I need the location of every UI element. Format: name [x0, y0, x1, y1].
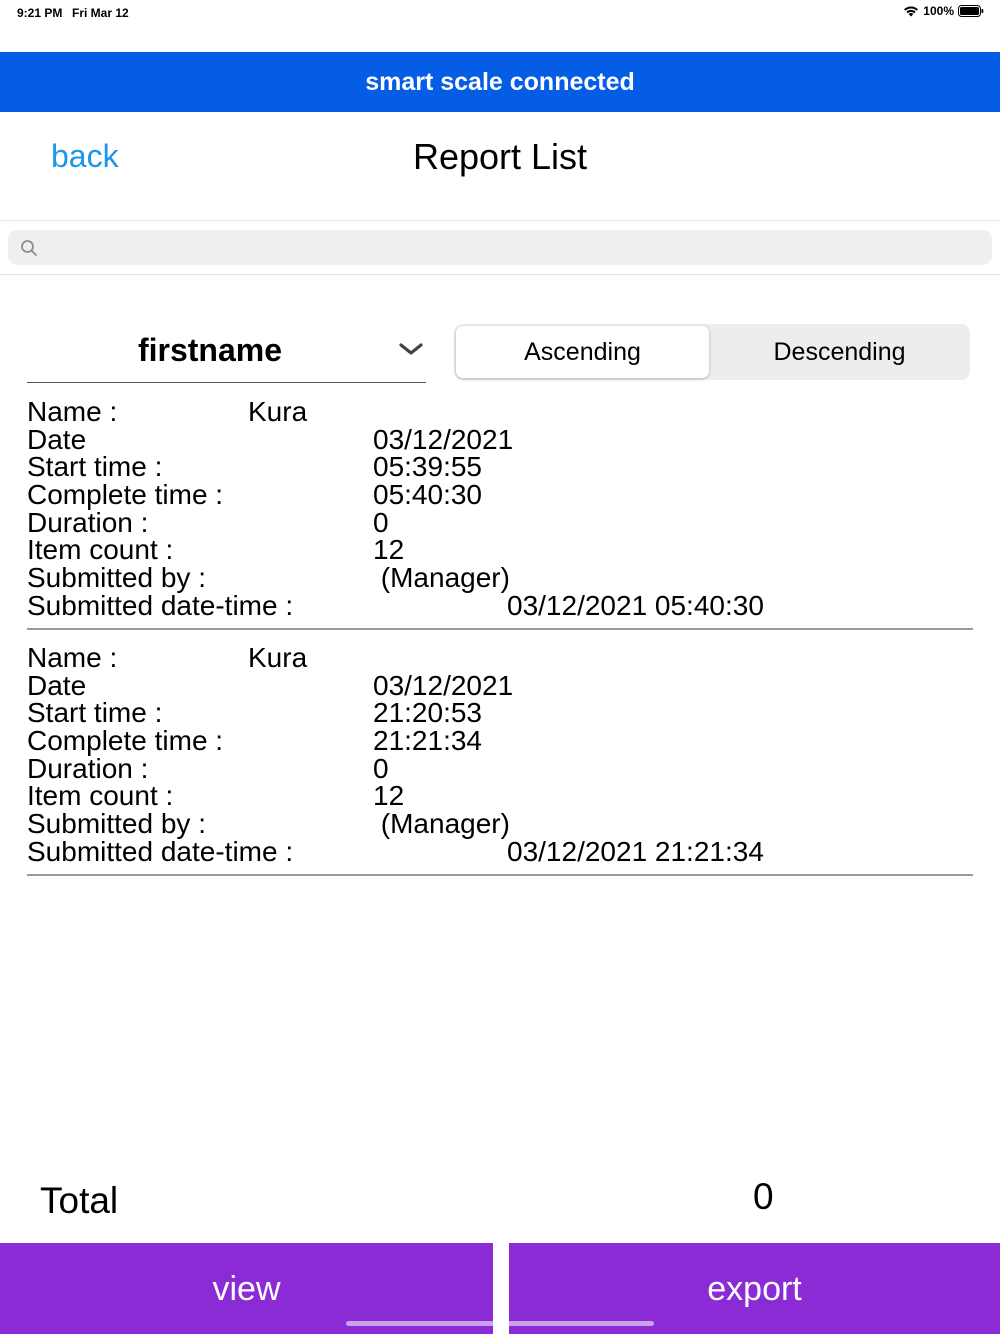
search-icon: [20, 239, 38, 257]
duration-value: 0: [373, 507, 389, 538]
connection-banner: smart scale connected: [0, 52, 1000, 112]
start-time-label: Start time :: [27, 451, 163, 482]
item-count-value: 12: [373, 780, 405, 811]
back-button[interactable]: back: [51, 138, 119, 174]
report-list: [27, 398, 973, 890]
status-bar: [0, 0, 1000, 26]
segment-ascending[interactable]: Ascending: [456, 326, 709, 378]
view-button[interactable]: view: [0, 1243, 493, 1334]
submitted-datetime-value: 03/12/2021 21:21:34: [507, 836, 764, 867]
name-label: Name :: [27, 396, 118, 427]
submitted-datetime-label: Submitted date-time :: [27, 836, 294, 867]
status-time: 9:21 PM: [17, 6, 63, 20]
total-value: 0: [753, 1176, 774, 1217]
search-input[interactable]: [46, 236, 992, 259]
complete-time-value: 21:21:34: [373, 725, 482, 756]
item-count-value: 12: [373, 534, 405, 565]
duration-label: Duration :: [27, 507, 149, 538]
submitted-datetime-value: 03/12/2021 05:40:30: [507, 590, 764, 621]
complete-time-label: Complete time :: [27, 725, 224, 756]
nav-bar: [0, 112, 1000, 221]
item-count-label: Item count :: [27, 534, 174, 565]
status-indicators: [903, 4, 984, 18]
date-value: 03/12/2021: [373, 424, 514, 455]
search-bar: [0, 221, 1000, 275]
submitted-by-label: Submitted by :: [27, 808, 206, 839]
submitted-datetime-label: Submitted date-time :: [27, 590, 294, 621]
start-time-label: Start time :: [27, 697, 163, 728]
date-label: Date: [27, 424, 87, 455]
duration-label: Duration :: [27, 753, 149, 784]
sort-order-segmented-control: [454, 324, 970, 380]
home-indicator[interactable]: [346, 1321, 654, 1326]
item-count-label: Item count :: [27, 780, 174, 811]
chevron-down-icon: [398, 340, 424, 358]
date-label: Date: [27, 670, 87, 701]
search-box[interactable]: [8, 230, 992, 265]
battery-percent: 100%: [923, 4, 954, 18]
start-time-value: 21:20:53: [373, 697, 482, 728]
report-item[interactable]: [27, 398, 973, 630]
total-label: Total: [40, 1180, 119, 1221]
complete-time-label: Complete time :: [27, 479, 224, 510]
export-button[interactable]: export: [509, 1243, 1000, 1334]
status-date: Fri Mar 12: [72, 6, 129, 20]
submitted-by-value: (Manager): [373, 808, 510, 839]
page-title: Report List: [412, 136, 588, 177]
name-label: Name :: [27, 642, 118, 673]
submitted-by-value: (Manager): [373, 562, 510, 593]
date-value: 03/12/2021: [373, 670, 514, 701]
segment-descending[interactable]: Descending: [773, 338, 906, 366]
sort-field-label: firstname: [137, 332, 283, 368]
battery-icon: [958, 5, 984, 17]
duration-value: 0: [373, 753, 389, 784]
report-item[interactable]: [27, 644, 973, 876]
sort-field-dropdown[interactable]: [27, 322, 426, 383]
name-value: Kura: [248, 642, 308, 673]
name-value: Kura: [248, 396, 308, 427]
complete-time-value: 05:40:30: [373, 479, 482, 510]
wifi-icon: [903, 5, 919, 17]
start-time-value: 05:39:55: [373, 451, 482, 482]
submitted-by-label: Submitted by :: [27, 562, 206, 593]
